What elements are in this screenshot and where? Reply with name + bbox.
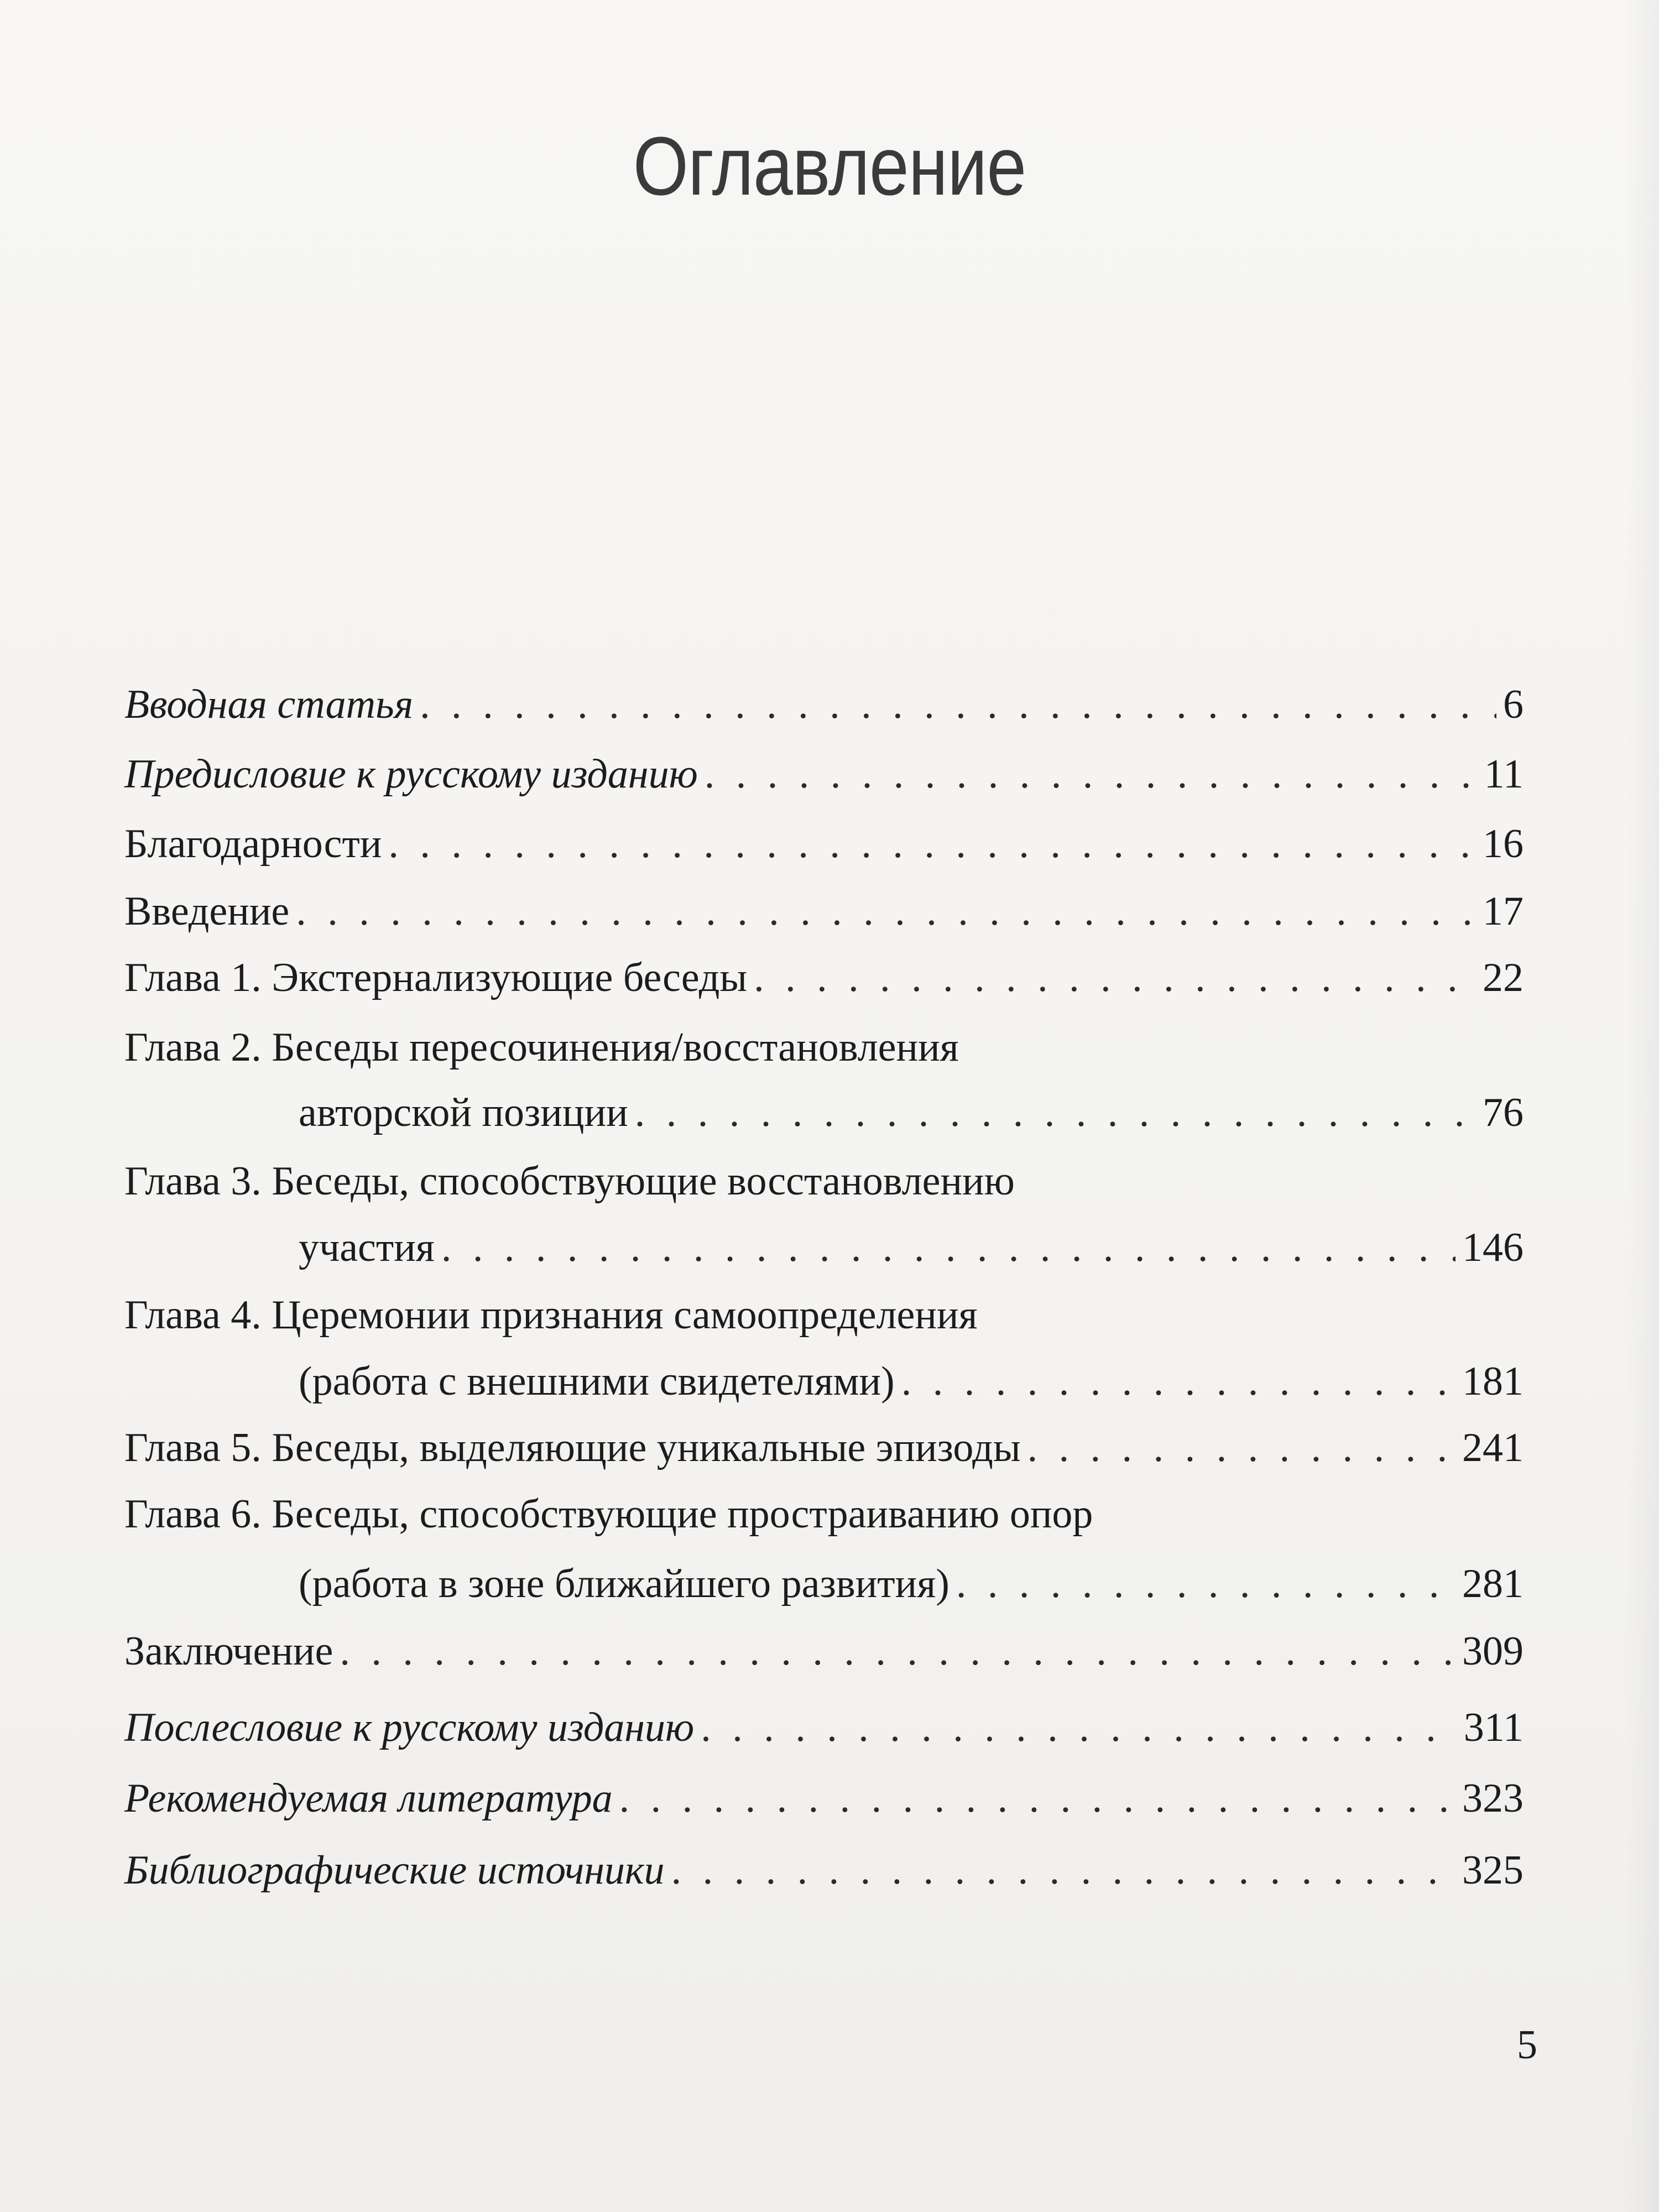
toc-entry-chapter-6-line1: Глава 6. Беседы, способствующие простраиванию опор	[124, 1491, 1093, 1537]
toc-leader-dots	[901, 1355, 1455, 1408]
page-edge-shadow	[1626, 0, 1659, 2212]
toc-leader-dots	[956, 1557, 1455, 1610]
toc-leader-dots	[388, 817, 1476, 870]
toc-entry-page: 76	[1483, 1090, 1524, 1135]
toc-entry-title: Рекомендуемая литература	[124, 1776, 613, 1821]
toc-entry-afterword-russian	[124, 1701, 1524, 1754]
toc-entry-conclusion	[124, 1625, 1524, 1678]
toc-entry-page: 16	[1483, 821, 1524, 867]
toc-entry-title-continued: авторской позиции	[299, 1090, 628, 1135]
toc-entry-title: Заключение	[124, 1629, 333, 1674]
toc-entry-page: 281	[1462, 1561, 1524, 1606]
toc-entry-acknowledgements	[124, 817, 1524, 870]
toc-entry-title: Библиографические источники	[124, 1848, 665, 1893]
toc-entry-page: 309	[1462, 1629, 1524, 1674]
toc-leader-dots	[1027, 1421, 1455, 1474]
toc-entry-chapter-2	[124, 1086, 1524, 1139]
toc-entry-page: 146	[1462, 1225, 1524, 1270]
toc-entry-chapter-5	[124, 1421, 1524, 1474]
toc-leader-dots	[671, 1844, 1455, 1897]
toc-leader-dots	[619, 1772, 1455, 1825]
toc-entry-chapter-3-line1: Глава 3. Беседы, способствующие восстановлению	[124, 1159, 1015, 1204]
toc-entry-page: 323	[1462, 1776, 1524, 1821]
toc-entry-page: 6	[1503, 682, 1524, 727]
toc-leader-dots	[441, 1221, 1455, 1274]
toc-entry-title: Введение	[124, 889, 290, 934]
toc-entry-chapter-2-line1: Глава 2. Беседы пересочинения/восстановления	[124, 1025, 959, 1070]
page-number: 5	[1517, 2022, 1537, 2068]
toc-entry-chapter-4	[124, 1355, 1524, 1408]
toc-leader-dots	[420, 678, 1496, 731]
toc-entry-page: 181	[1462, 1359, 1524, 1404]
toc-entry-chapter-4-line1: Глава 4. Церемонии признания самоопределения	[124, 1292, 978, 1338]
toc-entry-page: 17	[1483, 889, 1524, 934]
toc-entry-recommended-literature	[124, 1772, 1524, 1825]
toc-entry-chapter-6	[124, 1557, 1524, 1610]
toc-entry-page: 325	[1462, 1848, 1524, 1893]
toc-entry-title: Глава 1. Экстернализующие беседы	[124, 955, 748, 1000]
toc-entry-title: Предисловие к русскому изданию	[124, 752, 698, 797]
toc-entry-title-continued: (работа в зоне ближайшего развития)	[299, 1561, 950, 1606]
toc-entry-chapter-3	[124, 1221, 1524, 1274]
toc-leader-dots	[340, 1625, 1455, 1678]
toc-entry-title-continued: (работа с внешними свидетелями)	[299, 1359, 895, 1404]
toc-entry-page: 11	[1484, 752, 1524, 797]
toc-entry-page: 22	[1483, 955, 1524, 1000]
table-of-contents	[124, 678, 1524, 2094]
toc-entry-title: Послесловие к русскому изданию	[124, 1705, 695, 1750]
toc-entry-title-continued: участия	[299, 1225, 435, 1270]
page-title: Оглавление	[633, 119, 1026, 212]
toc-leader-dots	[635, 1086, 1476, 1139]
toc-entry-page: 241	[1462, 1425, 1524, 1470]
toc-leader-dots	[296, 885, 1476, 938]
toc-entry-bibliography	[124, 1844, 1524, 1897]
toc-leader-dots	[705, 748, 1478, 801]
toc-entry-intro-article	[124, 678, 1524, 731]
toc-entry-introduction	[124, 885, 1524, 938]
toc-entry-chapter-1	[124, 951, 1524, 1004]
toc-entry-preface-russian	[124, 748, 1524, 801]
toc-entry-page: 311	[1463, 1705, 1524, 1750]
toc-entry-title: Вводная статья	[124, 682, 414, 727]
toc-entry-title: Благодарности	[124, 821, 382, 867]
toc-leader-dots	[701, 1701, 1457, 1754]
toc-entry-title: Глава 5. Беседы, выделяющие уникальные эпизоды	[124, 1425, 1021, 1470]
toc-leader-dots	[754, 951, 1476, 1004]
